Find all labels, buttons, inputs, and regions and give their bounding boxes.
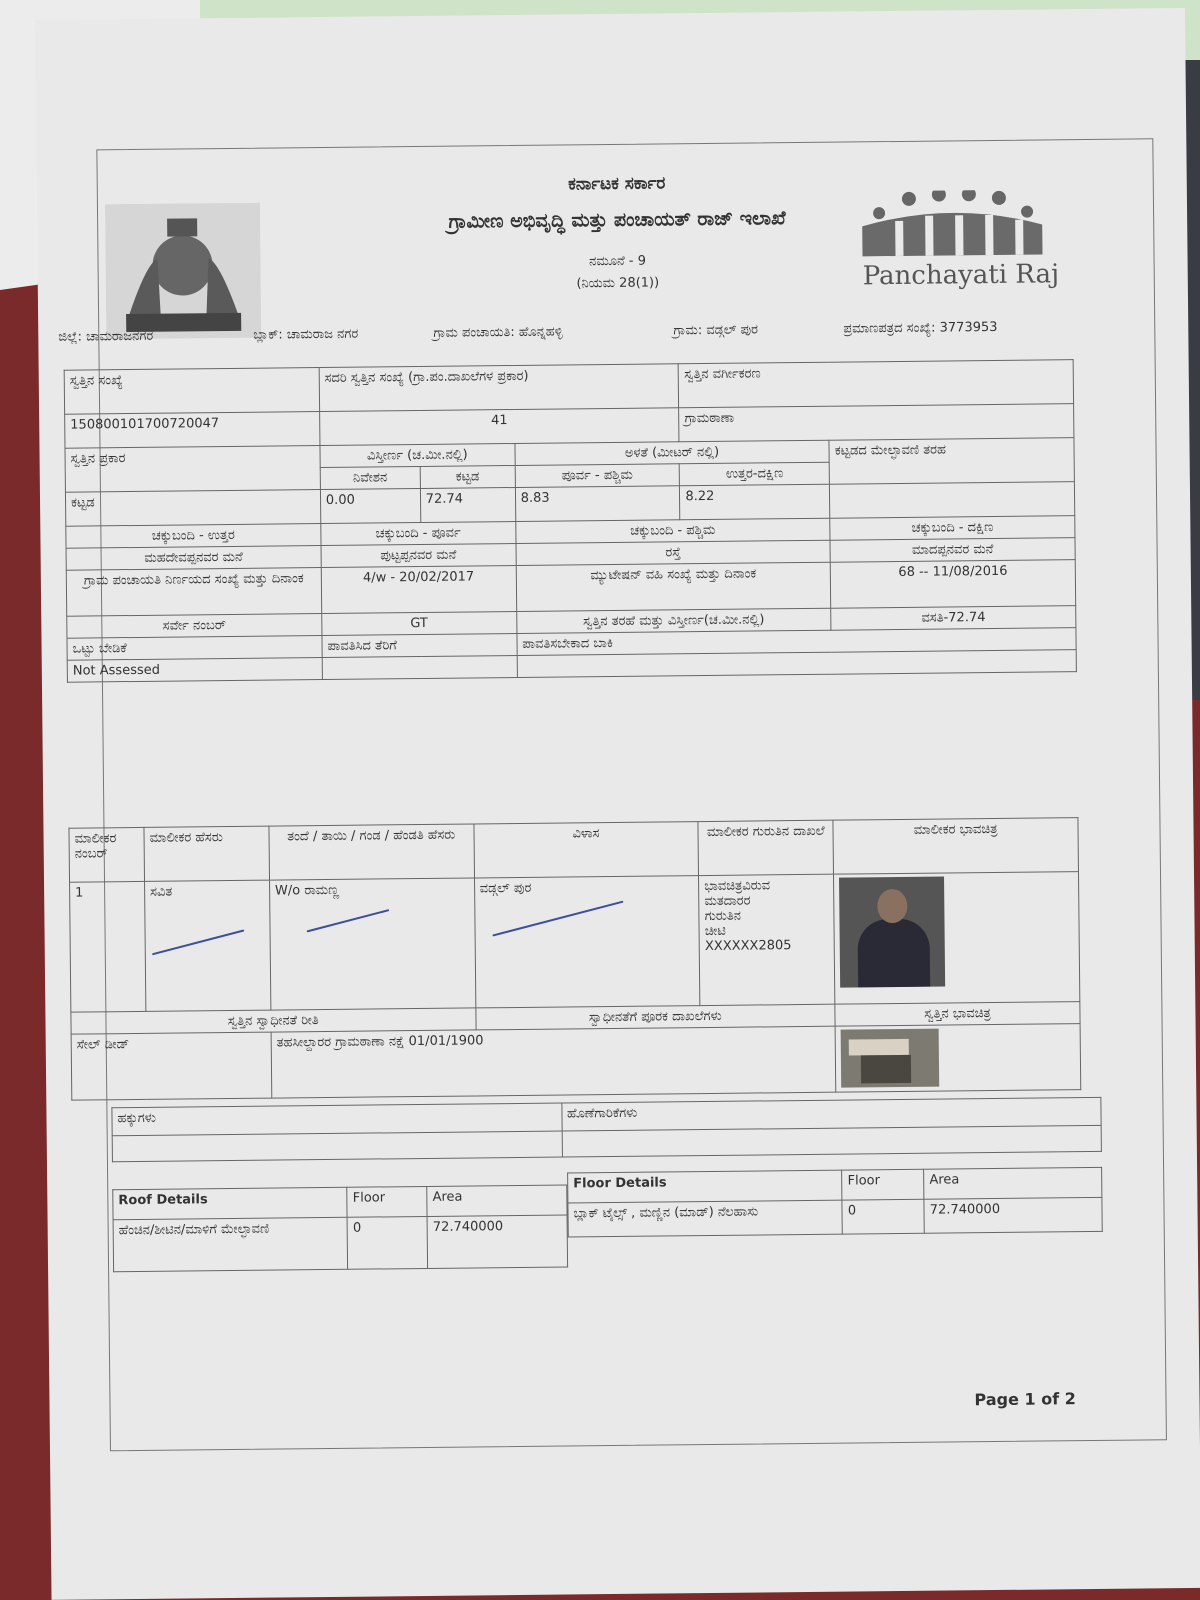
owner-relation-cell (269, 878, 475, 1010)
meta-district: ಜಿಲ್ಲೆ: ಚಾಮರಾಜನಗರ (58, 328, 154, 345)
boundary-west-label: ಚಕ್ಕುಬಂದಿ - ಪಶ್ಚಿಮ (515, 518, 830, 543)
owner-relation-label: ತಂದೆ / ತಾಯಿ / ಗಂಡ / ಹೆಂಡತಿ ಹೆಸರು (269, 824, 474, 880)
acquisition-docs-label: ಸ್ವಾಧೀನತೆಗೆ ಪೂರಕ ದಾಖಲೆಗಳು (475, 1004, 835, 1030)
floor-floor-label: Floor (842, 1169, 924, 1200)
roof-heading: Roof Details (113, 1187, 348, 1219)
property-photo (841, 1029, 940, 1088)
owner-table (68, 817, 1081, 1101)
owner-photo (839, 877, 945, 988)
signature-stroke (152, 929, 244, 955)
site-label: ನಿವೇಶನ (320, 466, 420, 489)
owner-id-line: ಚೀಟಿ (704, 923, 726, 940)
liabilities-value (562, 1125, 1102, 1157)
floor-area-label: Area (924, 1167, 1102, 1199)
boundary-north-label: ಚಕ್ಕುಬಂದಿ - ಉತ್ತರ (66, 524, 321, 549)
survey-value: GT (322, 611, 517, 635)
mutation-value: 68 -- 11/08/2016 (830, 560, 1075, 609)
roof-details-table (112, 1184, 568, 1272)
demand-label: ಒಟ್ಟು ಬೇಡಿಕೆ (67, 636, 322, 661)
owner-id-line: ಭಾವಚಿತ್ರವಿರುವ (704, 878, 771, 895)
owner-address-cell (474, 876, 700, 1008)
boundary-north-value: ಮಹದೇವಪ್ಪನವರ ಮನೆ (66, 546, 321, 571)
acquisition-mode-value: ಸೇಲ್ ಡೀಡ್ (71, 1032, 272, 1100)
building-value: 72.74 (420, 487, 515, 522)
nature-value: ವಸತಿ-72.74 (831, 606, 1076, 631)
floor-floor-value: 0 (842, 1199, 924, 1234)
owner-id-line: XXXXXX2805 (704, 938, 792, 955)
header-rule: (ನಿಯಮ 28(1)) (576, 275, 660, 292)
boundary-east-label: ಚಕ್ಕುಬಂದಿ - ಪೂರ್ವ (321, 521, 516, 545)
page-number: Page 1 of 2 (974, 1389, 1076, 1410)
signature-stroke (306, 909, 389, 932)
due-label: ಪಾವತಿಸಬೇಕಾದ ಬಾಕಿ (517, 628, 1077, 656)
north-south-value: 8.22 (680, 484, 830, 520)
boundary-south-label: ಚಕ್ಕುಬಂದಿ - ದಕ್ಷಿಣ (830, 516, 1075, 541)
north-south-label: ಉತ್ತರ-ದಕ್ಷಿಣ (680, 462, 830, 486)
paid-label: ಪಾವತಿಸಿದ ತೆರಿಗೆ (322, 633, 517, 657)
roof-type-label: ಕಟ್ಟಡದ ಮೇಲ್ಛಾವಣಿ ತರಹ (829, 438, 1074, 485)
east-west-label: ಪೂರ್ವ - ಪಶ್ಚಿಮ (515, 464, 680, 488)
floor-heading: Floor Details (568, 1170, 843, 1203)
owner-photo-label: ಮಾಲೀಕರ ಭಾವಚಿತ್ರ (833, 818, 1078, 875)
roof-type-value (830, 482, 1075, 519)
demand-value: Not Assessed (67, 658, 322, 683)
acquisition-mode-label: ಸ್ವತ್ತಿನ ಸ್ವಾಧೀನತೆ ರೀತಿ (71, 1008, 476, 1034)
meta-panchayat: ಗ್ರಾಮ ಪಂಚಾಯತಿ: ಹೊನ್ನಹಳ್ಳಿ (433, 324, 563, 341)
owner-name-value: ಸವಿತ (150, 884, 173, 900)
roof-type-value: ಹೆಂಚಿನ/ಶೀಟಿನ/ಮಾಳಿಗೆ ಮೇಲ್ಛಾವಣಿ (113, 1217, 348, 1271)
property-id-label: ಸ್ವತ್ತಿನ ಸಂಖ್ಯೆ (64, 368, 319, 415)
paid-value (322, 655, 517, 679)
roof-area-value: 72.740000 (427, 1215, 567, 1268)
owner-id-value (699, 874, 835, 1005)
liabilities-label: ಹೊಣೆಗಾರಿಕೆಗಳು (561, 1097, 1101, 1131)
document-sheet (35, 8, 1200, 1600)
dimension-label: ಅಳತೆ (ಮೀಟರ್ ನಲ್ಲಿ) (515, 440, 830, 465)
owner-name-cell (144, 880, 270, 1011)
header-form-number: ನಮೂನೆ - 9 (589, 253, 647, 270)
meta-certificate: ಪ್ರಮಾಣಪತ್ರದ ಸಂಖ್ಯೆ: 3773953 (843, 319, 998, 337)
owner-id-line: ಮತದಾರರ (704, 893, 751, 910)
owner-no-label: ಮಾಲೀಕರ ನಂಬರ್ (69, 827, 145, 882)
rights-table (111, 1097, 1102, 1162)
owner-address-label: ವಿಳಾಸ (474, 822, 699, 878)
property-type-label: ಸ್ವತ್ತಿನ ಪ್ರಕಾರ (65, 446, 320, 493)
karnataka-emblem-icon (105, 203, 261, 340)
area-label: ವಿಸ್ತೀರ್ಣ (ಚ.ಮೀ.ನಲ್ಲಿ) (320, 444, 515, 468)
floor-area-value: 72.740000 (924, 1197, 1102, 1233)
owner-id-label: ಮಾಲೀಕರ ಗುರುತಿನ ದಾಖಲೆ (698, 820, 833, 875)
boundary-west-value: ರಸ್ತೆ (516, 540, 831, 565)
roof-area-label: Area (427, 1185, 567, 1216)
owner-relation-value: W/o ರಾಮಣ್ಣ (274, 882, 340, 899)
owner-address-value: ವಡ್ಗಲ್ ಪುರ (479, 880, 532, 897)
classification-value: ಗ್ರಾಮಠಾಣಾ (679, 404, 1074, 442)
acquisition-docs-value: ತಹಸೀಲ್ದಾರರ ಗ್ರಾಮಠಾಣಾ ನಕ್ಷೆ 01/01/1900 (271, 1026, 836, 1098)
boundary-south-value: ಮಾದಪ್ಪನವರ ಮನೆ (830, 538, 1075, 563)
boundary-east-value: ಪುಟ್ಟಪ್ಪನವರ ಮನೆ (321, 543, 516, 567)
roof-floor-value: 0 (347, 1216, 427, 1269)
owner-id-line: ಗುರುತಿನ (704, 908, 742, 925)
owner-name-label: ಮಾಲೀಕರ ಹೆಸರು (144, 826, 269, 881)
floor-details-table (567, 1167, 1103, 1238)
property-table (64, 359, 1077, 683)
property-photo-cell (835, 1024, 1080, 1093)
header-government: ಕರ್ನಾಟಕ ಸರ್ಕಾರ (568, 173, 666, 195)
meta-village: ಗ್ರಾಮ: ವಡ್ಗಲ್ ಪುರ (673, 322, 759, 339)
resolution-value: 4/w - 20/02/2017 (321, 565, 516, 613)
property-id-value: 150800101700720047 (65, 412, 320, 449)
meta-taluk: ಬ್ಲಾಕ್: ಚಾಮರಾಜ ನಗರ (253, 326, 359, 343)
header-department: ಗ್ರಾಮೀಣ ಅಭಿವೃದ್ಧಿ ಮತ್ತು ಪಂಚಾಯತ್ ರಾಜ್ ಇಲಾಖೆ (448, 207, 786, 233)
panchayati-raj-logo-icon (857, 189, 1048, 261)
rights-label: ಹಕ್ಕುಗಳು (112, 1103, 562, 1136)
resolution-label: ಗ್ರಾಮ ಪಂಚಾಯತಿ ನಿರ್ಣಯದ ಸಂಖ್ಯೆ ಮತ್ತು ದಿನಾಂಕ (66, 568, 321, 617)
mutation-label: ಮ್ಯುಟೇಷನ್ ವಹಿ ಸಂಖ್ಯೆ ಮತ್ತು ದಿನಾಂಕ (516, 562, 831, 611)
rights-value (112, 1131, 562, 1162)
owner-photo-cell (834, 872, 1080, 1005)
nature-label: ಸ್ವತ್ತಿನ ತರಹೆ ಮತ್ತು ವಿಸ್ತೀರ್ಣ(ಚ.ಮೀ.ನಲ್ಲಿ) (516, 608, 831, 633)
local-id-label: ಸದರಿ ಸ್ವತ್ತಿನ ಸಂಖ್ಯೆ (ಗ್ರಾ.ಪಂ.ದಾಖಲೆಗಳ ಪ್ರಕಾರ) (319, 364, 679, 412)
building-label: ಕಟ್ಟಡ (420, 465, 515, 488)
site-value: 0.00 (320, 488, 420, 523)
signature-stroke (492, 901, 623, 937)
survey-label: ಸರ್ವೇ ನಂಬರ್ (67, 614, 322, 639)
panchayati-raj-logo-text: Panchayati Raj (862, 259, 1060, 292)
east-west-value: 8.83 (515, 486, 680, 522)
classification-label: ಸ್ವತ್ತಿನ ವರ್ಗೀಕರಣ (679, 360, 1074, 408)
property-photo-label: ಸ್ವತ್ತಿನ ಭಾವಚಿತ್ರ (835, 1002, 1080, 1027)
floor-type-value: ಬ್ಲಾಕ್ ಟೈಲ್ಸ್ , ಮಣ್ಣಿನ (ಮಾಡ್) ನೆಲಹಾಸು (568, 1200, 843, 1237)
property-type-value: ಕಟ್ಟಡ (65, 490, 320, 527)
owner-no-value: 1 (70, 881, 146, 1012)
local-id-value: 41 (319, 408, 679, 446)
roof-floor-label: Floor (347, 1186, 427, 1217)
